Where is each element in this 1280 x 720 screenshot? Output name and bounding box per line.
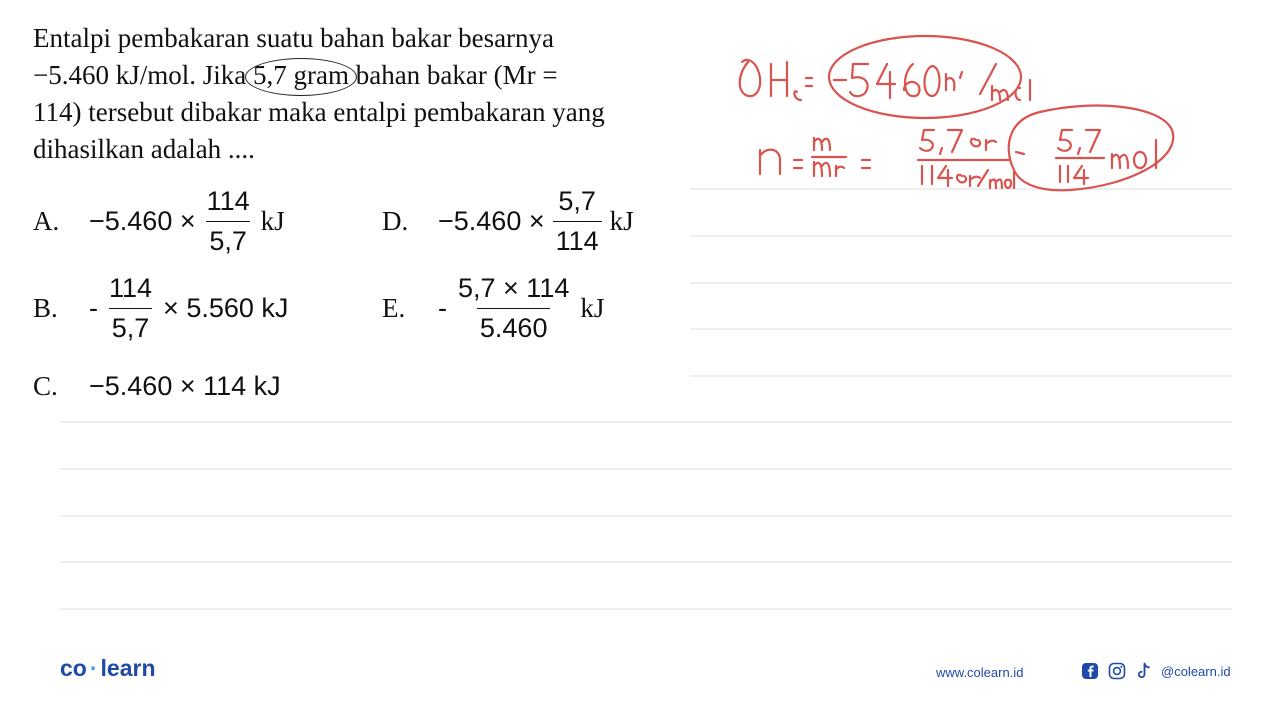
question-line-2-end: bahan bakar (Mr =	[355, 60, 558, 90]
question-line-4: dihasilkan adalah ....	[33, 134, 255, 164]
option-b-suffix: × 5.560 kJ	[163, 293, 289, 323]
option-a-letter: A.	[33, 206, 60, 236]
option-d-denominator: 114	[553, 221, 602, 257]
option-d[interactable]	[382, 186, 634, 257]
option-e[interactable]	[382, 273, 604, 344]
instagram-icon[interactable]	[1107, 661, 1127, 681]
option-c[interactable]	[33, 371, 281, 402]
circled-mass: 5,7 gram	[252, 60, 349, 90]
tiktok-icon[interactable]	[1134, 661, 1154, 681]
option-e-suffix: kJ	[580, 293, 605, 323]
question-text	[33, 20, 683, 168]
option-e-letter: E.	[382, 293, 406, 323]
social-links	[1080, 661, 1231, 681]
option-a-fraction	[204, 186, 253, 257]
option-d-suffix: kJ	[609, 206, 634, 236]
option-a-prefix: −5.460 ×	[89, 206, 196, 236]
option-a-suffix: kJ	[260, 206, 285, 236]
option-e-numerator: 5,7 × 114	[458, 273, 570, 303]
option-c-text: −5.460 × 114 kJ	[89, 371, 281, 401]
facebook-icon[interactable]	[1080, 661, 1100, 681]
option-e-fraction	[455, 273, 572, 344]
option-e-prefix: -	[438, 293, 447, 323]
option-a-numerator: 114	[206, 186, 250, 216]
option-b[interactable]	[33, 273, 288, 344]
option-a[interactable]	[33, 186, 285, 257]
option-d-prefix: −5.460 ×	[438, 206, 545, 236]
option-c-letter: C.	[33, 371, 58, 401]
logo-co: co	[60, 655, 87, 681]
option-a-denominator: 5,7	[206, 221, 250, 257]
question-line-2-start: −5.460 kJ/mol. Jika	[33, 60, 247, 90]
option-b-fraction	[106, 273, 155, 344]
question-line-3: 114) tersebut dibakar maka entalpi pembakaran yang	[33, 97, 605, 127]
option-b-prefix: -	[89, 293, 98, 323]
option-d-numerator: 5,7	[558, 186, 596, 216]
option-d-letter: D.	[382, 206, 409, 236]
option-b-numerator: 114	[109, 273, 153, 303]
option-b-denominator: 5,7	[109, 308, 153, 344]
logo-learn: learn	[100, 655, 156, 681]
footer-website-link[interactable]: www.colearn.id	[936, 665, 1024, 680]
option-d-fraction	[553, 186, 602, 257]
social-handle[interactable]: @colearn.id	[1161, 663, 1231, 679]
question-line-2	[33, 57, 683, 94]
question-line-1: Entalpi pembakaran suatu bahan bakar besarnya	[33, 23, 555, 53]
option-b-letter: B.	[33, 293, 58, 323]
colearn-logo	[60, 655, 156, 682]
logo-dot: ·	[89, 655, 98, 681]
option-e-denominator: 5.460	[477, 308, 551, 344]
